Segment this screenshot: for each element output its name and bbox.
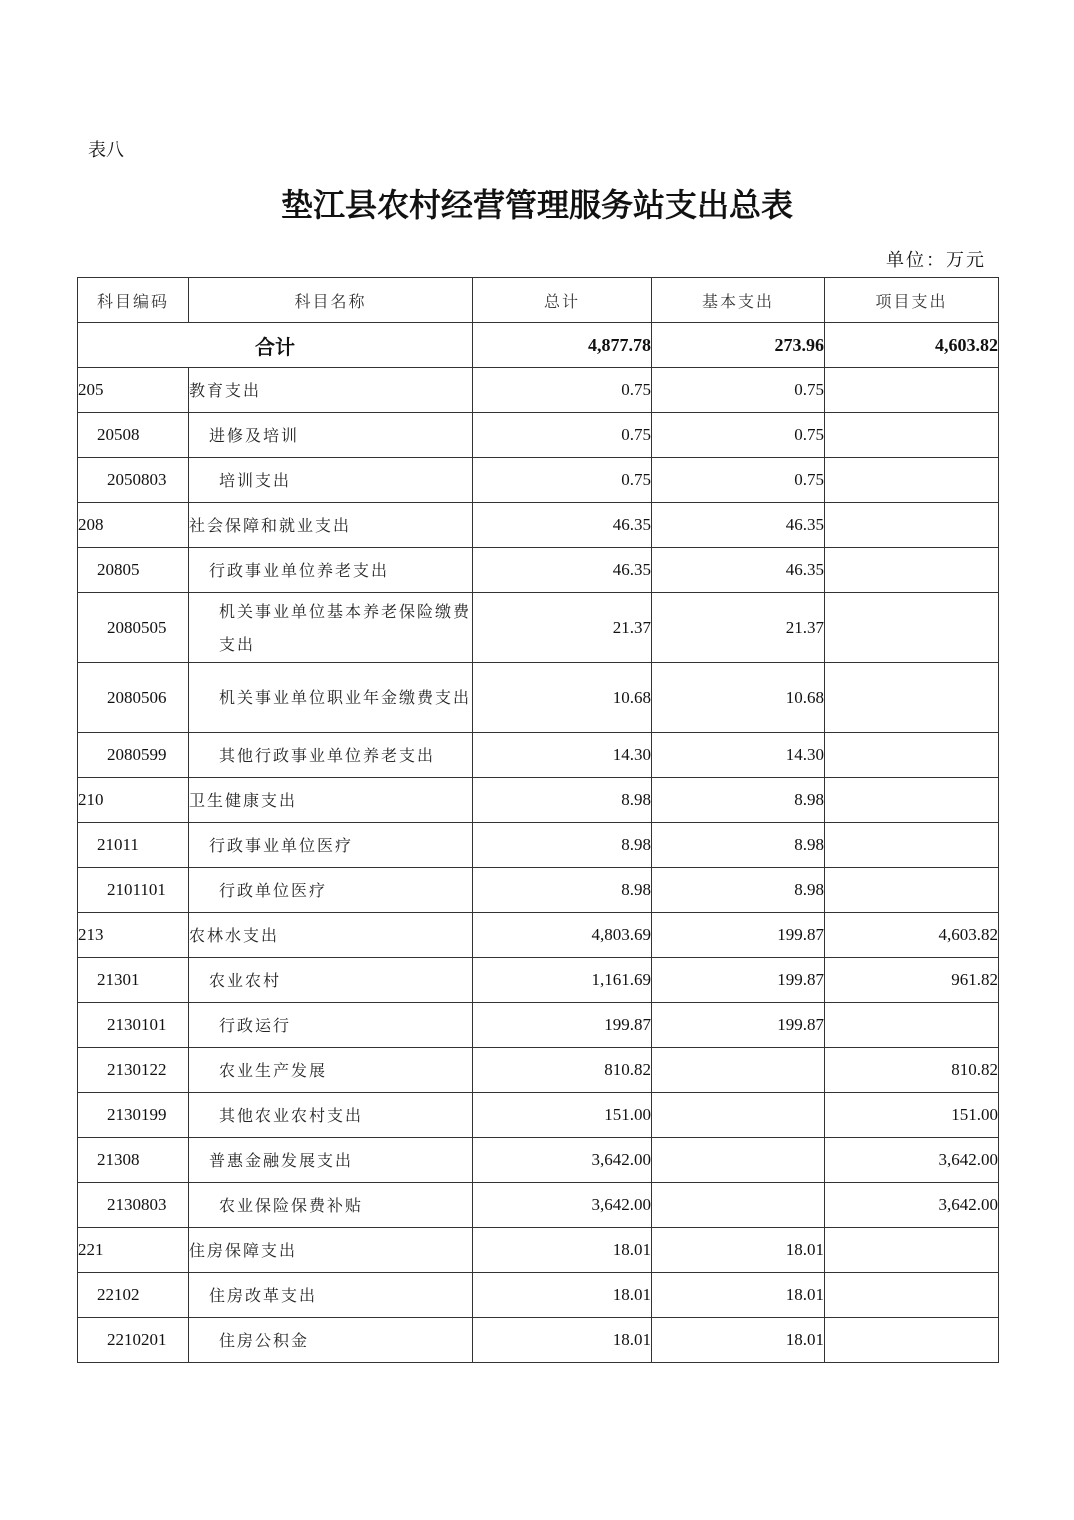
row-name: 农业生产发展 [189, 1048, 473, 1093]
row-total: 3,642.00 [473, 1183, 652, 1228]
row-project [825, 733, 999, 778]
row-total: 199.87 [473, 1003, 652, 1048]
row-basic: 10.68 [652, 663, 825, 733]
row-code: 2130199 [78, 1093, 189, 1138]
row-name: 农林水支出 [189, 913, 473, 958]
total-row [78, 323, 999, 368]
row-total: 18.01 [473, 1228, 652, 1273]
row-name: 行政单位医疗 [189, 868, 473, 913]
row-total: 10.68 [473, 663, 652, 733]
row-project: 810.82 [825, 1048, 999, 1093]
row-basic [652, 1138, 825, 1183]
expenditure-table [77, 277, 999, 1363]
row-project [825, 548, 999, 593]
row-name: 住房改革支出 [189, 1273, 473, 1318]
row-basic: 21.37 [652, 593, 825, 663]
row-basic: 46.35 [652, 503, 825, 548]
row-code: 2080599 [78, 733, 189, 778]
table-row [78, 823, 999, 868]
row-project [825, 1003, 999, 1048]
table-row [78, 1048, 999, 1093]
row-code: 2130122 [78, 1048, 189, 1093]
table-row [78, 1228, 999, 1273]
total-project: 4,603.82 [825, 323, 999, 368]
row-total: 8.98 [473, 823, 652, 868]
table-row [78, 1138, 999, 1183]
table-row [78, 733, 999, 778]
row-code: 205 [78, 368, 189, 413]
row-code: 2080506 [78, 663, 189, 733]
row-project [825, 458, 999, 503]
row-name: 行政运行 [189, 1003, 473, 1048]
row-name: 教育支出 [189, 368, 473, 413]
row-project: 961.82 [825, 958, 999, 1003]
row-name: 机关事业单位职业年金缴费支出 [189, 663, 473, 733]
row-code: 208 [78, 503, 189, 548]
row-basic: 0.75 [652, 368, 825, 413]
table-row [78, 778, 999, 823]
row-project [825, 1273, 999, 1318]
row-project [825, 593, 999, 663]
unit-label: 单位：万元 [886, 250, 986, 271]
row-basic: 0.75 [652, 413, 825, 458]
row-name: 住房公积金 [189, 1318, 473, 1363]
row-basic: 8.98 [652, 778, 825, 823]
row-total: 46.35 [473, 503, 652, 548]
row-basic: 199.87 [652, 958, 825, 1003]
row-name: 卫生健康支出 [189, 778, 473, 823]
row-basic: 8.98 [652, 868, 825, 913]
table-row [78, 368, 999, 413]
row-name: 进修及培训 [189, 413, 473, 458]
page-title: 垫江县农村经营管理服务站支出总表 [280, 186, 793, 224]
column-header-project: 项目支出 [825, 278, 999, 323]
row-project [825, 868, 999, 913]
row-basic: 18.01 [652, 1273, 825, 1318]
column-header-total: 总计 [473, 278, 652, 323]
table-header-row [78, 278, 999, 323]
row-total: 1,161.69 [473, 958, 652, 1003]
row-code: 210 [78, 778, 189, 823]
row-code: 221 [78, 1228, 189, 1273]
row-project [825, 823, 999, 868]
table-row [78, 1093, 999, 1138]
row-total: 46.35 [473, 548, 652, 593]
row-project [825, 368, 999, 413]
table-row [78, 958, 999, 1003]
row-name: 社会保障和就业支出 [189, 503, 473, 548]
row-basic: 18.01 [652, 1228, 825, 1273]
table-row [78, 868, 999, 913]
row-code: 22102 [78, 1273, 189, 1318]
row-basic [652, 1093, 825, 1138]
row-basic: 46.35 [652, 548, 825, 593]
row-code: 21308 [78, 1138, 189, 1183]
table-row [78, 503, 999, 548]
row-name: 农业农村 [189, 958, 473, 1003]
row-name: 其他农业农村支出 [189, 1093, 473, 1138]
total-sum: 4,877.78 [473, 323, 652, 368]
table-row [78, 1183, 999, 1228]
row-code: 20508 [78, 413, 189, 458]
row-total: 151.00 [473, 1093, 652, 1138]
row-name: 农业保险保费补贴 [189, 1183, 473, 1228]
row-name: 住房保障支出 [189, 1228, 473, 1273]
row-basic [652, 1048, 825, 1093]
row-project: 151.00 [825, 1093, 999, 1138]
row-basic: 18.01 [652, 1318, 825, 1363]
column-header-name: 科目名称 [189, 278, 473, 323]
row-name: 行政事业单位养老支出 [189, 548, 473, 593]
row-basic: 8.98 [652, 823, 825, 868]
row-total: 18.01 [473, 1318, 652, 1363]
row-project: 3,642.00 [825, 1183, 999, 1228]
row-code: 2210201 [78, 1318, 189, 1363]
row-total: 0.75 [473, 413, 652, 458]
table-row [78, 593, 999, 663]
row-project [825, 663, 999, 733]
row-project [825, 1318, 999, 1363]
table-row [78, 458, 999, 503]
row-project: 4,603.82 [825, 913, 999, 958]
row-total: 18.01 [473, 1273, 652, 1318]
row-name: 机关事业单位基本养老保险缴费支出 [189, 593, 473, 663]
row-basic: 199.87 [652, 1003, 825, 1048]
row-project [825, 1228, 999, 1273]
total-label: 合计 [78, 323, 473, 368]
table-row [78, 913, 999, 958]
table-row [78, 1273, 999, 1318]
row-total: 0.75 [473, 458, 652, 503]
row-project [825, 778, 999, 823]
row-project [825, 413, 999, 458]
row-total: 14.30 [473, 733, 652, 778]
column-header-code: 科目编码 [78, 278, 189, 323]
row-total: 8.98 [473, 868, 652, 913]
row-total: 4,803.69 [473, 913, 652, 958]
row-code: 213 [78, 913, 189, 958]
row-code: 21011 [78, 823, 189, 868]
table-row [78, 548, 999, 593]
row-total: 8.98 [473, 778, 652, 823]
row-basic: 14.30 [652, 733, 825, 778]
table-label: 表八 [88, 140, 124, 161]
row-total: 21.37 [473, 593, 652, 663]
row-code: 20805 [78, 548, 189, 593]
row-basic: 199.87 [652, 913, 825, 958]
row-project [825, 503, 999, 548]
row-basic: 0.75 [652, 458, 825, 503]
row-code: 21301 [78, 958, 189, 1003]
row-code: 2130101 [78, 1003, 189, 1048]
table-row [78, 413, 999, 458]
table-row [78, 1003, 999, 1048]
table-row [78, 1318, 999, 1363]
column-header-basic: 基本支出 [652, 278, 825, 323]
row-total: 0.75 [473, 368, 652, 413]
row-code: 2101101 [78, 868, 189, 913]
row-basic [652, 1183, 825, 1228]
row-code: 2080505 [78, 593, 189, 663]
row-total: 810.82 [473, 1048, 652, 1093]
row-total: 3,642.00 [473, 1138, 652, 1183]
row-code: 2130803 [78, 1183, 189, 1228]
row-code: 2050803 [78, 458, 189, 503]
row-name: 普惠金融发展支出 [189, 1138, 473, 1183]
total-basic: 273.96 [652, 323, 825, 368]
row-name: 培训支出 [189, 458, 473, 503]
row-name: 其他行政事业单位养老支出 [189, 733, 473, 778]
table-row [78, 663, 999, 733]
row-project: 3,642.00 [825, 1138, 999, 1183]
row-name: 行政事业单位医疗 [189, 823, 473, 868]
